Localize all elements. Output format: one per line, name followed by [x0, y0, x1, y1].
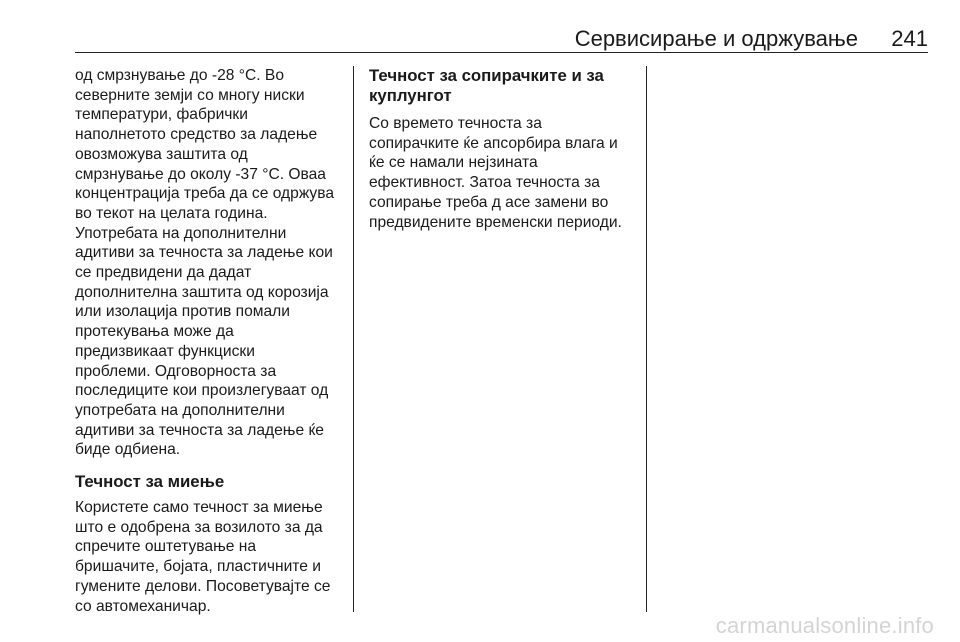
page-number: 241 [891, 26, 928, 51]
washer-fluid-heading: Течност за миење [75, 472, 225, 492]
text-line: ќе се намали нејзината [369, 154, 538, 172]
text-line: наполнетото средство за ладење [75, 126, 318, 144]
text-column-2 [369, 66, 639, 232]
text-line: со автомеханичар. [75, 597, 211, 615]
text-line: Со времето течноста за [369, 115, 542, 132]
text-line: Користете само течност за миење [75, 499, 323, 517]
text-line: концентрација треба да се одржува [75, 185, 335, 203]
text-line: дополнителна заштита од корозија [75, 283, 329, 301]
text-line: последиците кои произлегуваат од [75, 382, 329, 400]
header-divider [75, 52, 928, 53]
text-line: смрзнување до околу -37 °C. Оваа [75, 165, 326, 183]
text-line: температури, фабрички [75, 106, 248, 124]
text-line: сопирање треба д асе замени во [369, 193, 609, 211]
text-line: употребата на дополнителни [75, 401, 285, 419]
text-line: проблеми. Одговорноста за [75, 362, 277, 380]
text-line: гумените делови. Посоветувајте се [75, 577, 331, 595]
text-line: бришачите, бојата, пластичните и [75, 558, 321, 576]
text-line: од смрзнување до -28 °C. Во [75, 67, 285, 84]
text-line: овозможува заштита од [75, 145, 248, 163]
text-line: се предвидени да дадат [75, 264, 252, 282]
text-column-1 [75, 66, 347, 616]
column-divider-right [646, 66, 647, 612]
heading-line: Течност за сопирачките и за [369, 66, 604, 85]
column-divider-left [353, 66, 354, 612]
text-line: Употребата на дополнителни [75, 224, 287, 242]
text-line: предизвикаат функциски [75, 342, 255, 360]
text-line: биде одбиена. [75, 441, 181, 459]
heading-line: куплунгот [369, 86, 452, 105]
washer-fluid-paragraph [75, 498, 347, 616]
brake-fluid-paragraph [369, 114, 639, 232]
text-line: адитиви за течноста за ладење ќе [75, 421, 324, 439]
text-line: сопирачките ќе апсорбира влага и [369, 134, 618, 152]
coolant-paragraph [75, 66, 347, 460]
page-header [75, 24, 928, 50]
text-line: протекувања може да [75, 323, 234, 341]
text-line: северните земји со многу ниски [75, 86, 305, 104]
text-line: предвидените временски периоди. [369, 213, 622, 231]
watermark-text: carmanualsonline.info [715, 613, 934, 638]
text-line: ефективност. Затоа течноста за [369, 174, 600, 192]
text-line: спречите оштетување на [75, 538, 257, 556]
text-line: што е одобрена за возилото за да [75, 518, 323, 536]
text-line: или изолација против помали [75, 303, 290, 321]
page-title: Сервисирање и одржување [574, 26, 858, 51]
text-line: во текот на целата година. [75, 204, 268, 222]
brake-fluid-heading [369, 66, 639, 106]
text-line: адитиви за течноста за ладење кои [75, 244, 333, 262]
